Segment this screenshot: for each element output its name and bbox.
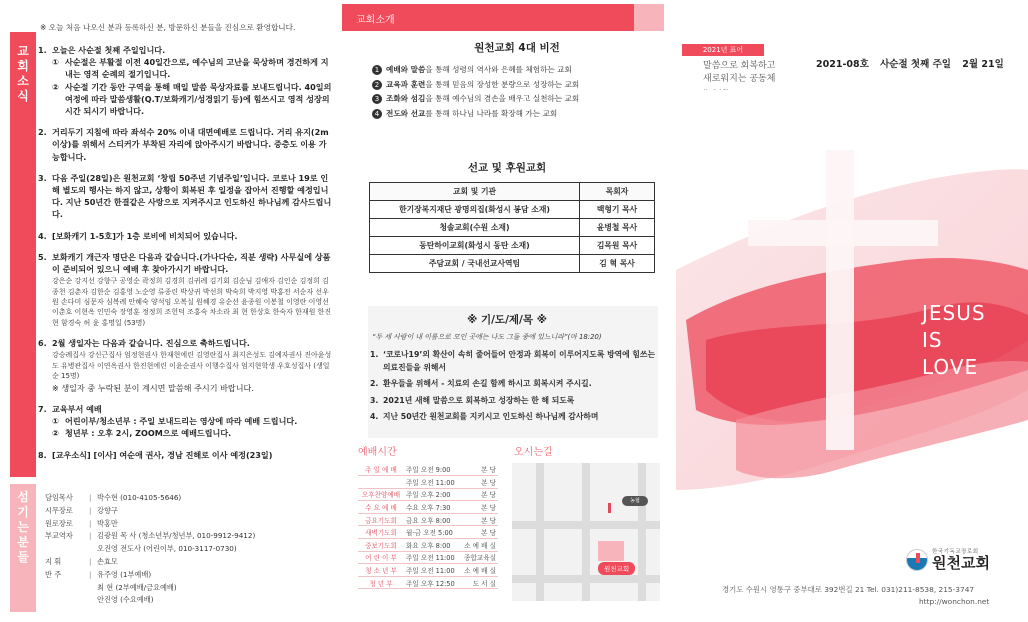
news-subitem-mark: ② — [52, 428, 59, 439]
vision-text: 을 통해 성령의 역사와 은혜를 체험하는 교회 — [425, 65, 572, 74]
news-item — [38, 251, 334, 328]
news-subitem-text: 어린이부/청소년부 : 주일 보내드리는 영상에 따라 예배 드립니다. — [65, 416, 298, 427]
support-header-pastor: 목회자 — [580, 183, 655, 201]
staff-row — [45, 505, 255, 518]
schedule-row — [358, 576, 498, 589]
news-subitem-text: 사순절 기간 동안 구역을 통해 매일 말씀 묵상자료를 보내드립니다. 40일의 여정에 따라 말씀생활(Q.T/보화캐기/성경읽기 등)에 힘쓰시고 영적 성장의 시간 되시기 바랍니다. — [65, 81, 332, 117]
jesus-is-love-text — [922, 300, 986, 381]
schedule-row — [358, 526, 498, 539]
service-place: 본 당 — [457, 463, 498, 476]
vision-number-icon: 2 — [372, 80, 382, 90]
news-item-number: 4. — [38, 230, 47, 241]
support-pastor: 김 혁 목사 — [580, 255, 655, 273]
news-item-body — [52, 337, 334, 394]
staff-list — [45, 492, 255, 607]
prayer-list — [370, 349, 658, 428]
staff-separator: | — [89, 569, 92, 579]
staff-name: 손효모 — [97, 556, 118, 566]
staff-row — [45, 582, 255, 595]
staff-name: 최 현 (2부예배/금요예배) — [97, 582, 177, 592]
prayer-text: ‘코로나19’의 확산이 속히 줄어들어 안정과 회복이 이루어지도록 방역에 힘쓰는 의료진들을 위해서 — [383, 350, 655, 372]
service-place: 본 당 — [457, 488, 498, 501]
news-item-number: 5. — [38, 251, 47, 262]
support-row — [370, 255, 655, 273]
map-road — [582, 463, 590, 601]
service-name: 중보기도회 — [358, 539, 404, 552]
service-name: 금요기도회 — [358, 513, 404, 526]
church-building-icon — [598, 541, 624, 561]
support-pastor: 김목원 목사 — [580, 237, 655, 255]
news-item-text: [교우소식] [이사] 여순애 권사, 경남 진해로 이사 예정(23일) — [52, 449, 273, 460]
news-item — [38, 230, 334, 242]
name-list: 강은순 강지선 강향구 공영순 곽정희 김경희 김귀례 김기회 김순님 김애자 김인순 김정희 김종천 김춘자 김한순 김홍영 노순영 류종린 박상귀 박선희 박숙희 박지영 박홍전 서순자 선우원 손다미 심문자 심복례 안혜숙 양석임 오복실 원혜경 유순선 윤종원 이봉철 이영란 이영선 이춘호 이현옥 인민숙 장영훈 정정희 조헌덕 조홍숙 차소라 최 현 한상호 한숙자 한재원 한진현 함경숙 허 윤 홍명일 (53명) — [52, 277, 332, 327]
cross-horizontal — [748, 220, 938, 246]
year-motto-tag: 2021년 표어 — [682, 44, 764, 56]
service-time: 월-금 오전 5:00 — [404, 526, 457, 539]
schedule-title: 예배시간 — [358, 447, 397, 458]
staff-name: 박수현 (010-4105-5646) — [97, 493, 182, 502]
service-time: 금요 오후 8:00 — [404, 513, 457, 526]
vision-keyword: 교육과 훈련 — [386, 79, 426, 89]
service-name — [358, 476, 404, 489]
intro-panel — [342, 0, 672, 622]
church-website: http://wonchon.net — [919, 597, 990, 606]
news-item-text: [보화캐기 1-5호]가 1층 로비에 비치되어 있습니다. — [52, 230, 238, 241]
news-subitem-mark: ② — [52, 81, 59, 92]
map-church-label: 원천교회 — [598, 562, 635, 575]
church-address: 경기도 수원시 영통구 중부대로 392번길 21 Tel. 031)211-8538, 215-3747 — [722, 585, 975, 594]
schedule-row — [358, 513, 498, 526]
news-item — [38, 337, 334, 394]
service-name: 수 요 예 배 — [358, 501, 404, 514]
prayer-text: 환우들을 위해서 - 치료의 손길 함께 하시고 회복시켜 주시길. — [383, 379, 592, 389]
service-name: 새벽기도회 — [358, 526, 404, 539]
vision-item — [372, 78, 662, 93]
service-place: 소 예 배 실 — [457, 564, 498, 577]
church-name: 원천교회 — [932, 554, 990, 572]
service-time: 주일 오전 11:00 — [404, 551, 457, 564]
news-item-body — [52, 403, 334, 440]
staff-role: 부교역자 — [45, 531, 73, 541]
vision-title: 원천교회 4대 비전 — [474, 42, 560, 54]
service-name: 주 일 예 배 — [358, 463, 404, 476]
service-place: 도 서 실 — [457, 576, 498, 589]
art-line-3: LOVE — [922, 355, 979, 379]
welcome-note: ※ 오늘 처음 나오신 분과 등록하신 분, 방문하신 분들을 진심으로 환영합니다. — [40, 23, 296, 32]
issue-week: 사순절 첫째 주일 — [880, 59, 951, 70]
news-item — [38, 172, 334, 221]
schedule-row — [358, 463, 498, 476]
map-road — [536, 463, 544, 601]
support-org: 동탄하이교회(화성시 동탄 소재) — [370, 237, 580, 255]
staff-role — [45, 582, 89, 595]
news-subitem — [52, 81, 334, 118]
service-place: 본 당 — [457, 526, 498, 539]
schedule-row — [358, 539, 498, 552]
issue-info — [816, 56, 1012, 70]
support-header-org: 교회 및 기관 — [370, 183, 580, 201]
service-place: 본 당 — [457, 476, 498, 489]
vision-keyword: 예배와 말씀 — [386, 65, 426, 74]
staff-role: 시무장로 — [45, 505, 73, 515]
map-landmark-bank: 농협 — [622, 496, 648, 506]
staff-row — [45, 530, 255, 543]
staff-separator: | — [89, 493, 92, 502]
news-subitem — [52, 415, 334, 427]
motto-line-1: 말씀으로 회복하고 — [703, 61, 776, 71]
staff-separator: | — [89, 505, 92, 515]
service-time: 주일 오전 9:00 — [404, 463, 457, 476]
support-row — [370, 219, 655, 237]
support-title: 선교 및 후원교회 — [467, 162, 547, 174]
support-pastor: 윤병철 목사 — [580, 219, 655, 237]
news-item-number: 8. — [38, 449, 47, 460]
news-item-number: 3. — [38, 172, 47, 183]
service-time: 수요 오후 7:30 — [404, 501, 457, 514]
news-item — [38, 44, 334, 117]
news-list — [38, 44, 334, 470]
staff-separator — [89, 543, 97, 556]
staff-name: 오진영 전도사 (어린이부, 010-3117-0730) — [97, 544, 237, 554]
schedule-row — [358, 551, 498, 564]
news-item — [38, 449, 334, 461]
prayer-text: 2021년 새해 말씀으로 회복하고 성장하는 한 해 되도록 — [383, 395, 575, 405]
staff-separator — [89, 594, 97, 607]
staff-separator — [89, 582, 97, 595]
vision-item — [372, 107, 662, 122]
art-line-2: IS — [922, 328, 943, 352]
news-item-number: 1. — [38, 45, 47, 55]
prayer-item — [370, 378, 658, 391]
service-name: 어 린 이 부 — [358, 551, 404, 564]
staff-row — [45, 556, 255, 569]
vision-number-icon: 1 — [372, 65, 382, 75]
service-time: 주일 오후 2:00 — [404, 488, 457, 501]
vision-list — [372, 63, 662, 121]
service-time: 화요 오후 8:00 — [404, 539, 457, 552]
service-time: 주일 오후 12:50 — [404, 576, 457, 589]
staff-name: 유주영 (1부예배) — [97, 569, 152, 579]
staff-row — [45, 518, 255, 531]
news-subitem — [52, 56, 334, 80]
section-tab: 교회소개 — [342, 4, 664, 31]
support-org: 청솔교회(수원 소재) — [370, 219, 580, 237]
news-item-body — [52, 44, 334, 117]
prayer-number: 2. — [370, 379, 379, 389]
staff-role: 담임목사 — [45, 493, 73, 502]
news-side-label: 교회소식 — [17, 44, 29, 103]
vision-item — [372, 63, 662, 78]
news-subitem-mark: ① — [52, 57, 59, 68]
prayer-number: 1. — [370, 350, 379, 359]
vision-text: 을 통해 믿음의 장성한 분량으로 성장하는 교회 — [425, 79, 580, 89]
prayer-item — [370, 411, 658, 424]
staff-role — [45, 543, 89, 556]
vision-text: 을 통해 예수님의 겸손을 배우고 실천하는 교회 — [425, 94, 580, 104]
map-pin-icon — [608, 503, 611, 513]
news-item-text: 다음 주일(28일)은 원천교회 ‘창립 50주년 기념주일’입니다. 코로나 19로 인해 별도의 행사는 하지 않고, 상황이 회복된 후 일정을 잡아서 진행할 예정입니다. 지난 50년간 한결같은 사랑으로 지켜주시고 인도하신 하나님께 감사드립니다. — [52, 172, 332, 220]
service-time: 주일 오전 11:00 — [404, 476, 457, 489]
prayer-verse: “두 세 사람이 내 이름으로 모인 곳에는 나도 그들 중에 있느니라”(마 18:20) — [372, 333, 602, 341]
service-place: 본 당 — [457, 513, 498, 526]
issue-date: 2월 21일 — [962, 59, 1004, 70]
name-list: 강승례집사 강신근집사 엄정현권사 한재현에린 김영란집사 최지은성도 김예자권사 진아윤성도 유병관집사 이연옥권사 한진현에린 이윤순권사 이행수집사 엄지현학생 우호성집사 (생일순 15명) — [52, 351, 332, 381]
news-panel — [0, 0, 338, 622]
support-header-row — [370, 183, 655, 201]
staff-role — [45, 594, 89, 607]
vision-item — [372, 92, 662, 107]
news-note: ※ 생일자 중 누락된 분이 계시면 말씀해 주시기 바랍니다. — [52, 382, 254, 393]
prayer-number: 4. — [370, 412, 379, 422]
church-logo — [906, 547, 990, 572]
motto-line-2: 새로워지는 공동체 — [703, 74, 776, 84]
news-subitem-text: 청년부 : 오후 2시, ZOOM으로 예배드립니다. — [65, 428, 232, 439]
news-item-text: 보화캐기 개근자 명단은 다음과 같습니다.(가나다순, 직분 생략) 사무실에 상품이 준비되어 있으니 예배 후 찾아가시기 바랍니다. — [52, 251, 331, 275]
news-subitem — [52, 427, 334, 439]
denomination-label: 한국기독교장로회 — [932, 549, 979, 555]
news-subitem-mark: ① — [52, 416, 59, 427]
news-item-number: 7. — [38, 403, 47, 414]
vision-keyword: 조화와 섬김 — [386, 94, 426, 104]
vision-number-icon: 3 — [372, 94, 382, 104]
staff-name: 김광원 목 사 (청소년부/청년부, 010-9912-9412) — [97, 531, 256, 541]
staff-separator: | — [89, 518, 92, 528]
location-map — [512, 463, 660, 601]
news-item-body — [52, 449, 334, 461]
cross-vertical — [826, 150, 854, 450]
staff-name: 강향구 — [97, 505, 118, 515]
service-place: 소 예 배 실 — [457, 539, 498, 552]
staff-separator: | — [89, 556, 92, 566]
staff-role: 반 주 — [45, 569, 62, 579]
news-item-text: 교육부서 예배 — [52, 403, 102, 414]
schedule-row — [358, 501, 498, 514]
vision-block — [372, 40, 662, 121]
support-row — [370, 237, 655, 255]
prayer-title: ※ 기/도/제/목 ※ — [467, 314, 547, 326]
news-item-body — [52, 126, 334, 163]
staff-separator: | — [89, 531, 92, 541]
staff-role: 원로장로 — [45, 518, 73, 528]
vision-keyword: 전도와 선교 — [386, 108, 426, 118]
service-place: 본 당 — [457, 501, 498, 514]
prayer-number: 3. — [370, 395, 379, 405]
vision-text: 를 통해 하나님 나라를 확장해 가는 교회 — [425, 108, 558, 118]
staff-row — [45, 569, 255, 582]
news-item-body — [52, 251, 334, 328]
cover-panel — [676, 0, 1028, 622]
staff-row — [45, 594, 255, 607]
support-org: 한기장복지재단 광명의집(화성시 봉담 소재) — [370, 201, 580, 219]
staff-side-label: 섬기는분들 — [17, 490, 29, 564]
issue-number: 2021-08호 — [816, 59, 869, 70]
prayer-item — [370, 395, 658, 408]
support-org: 주담교회 / 국내선교사역팀 — [370, 255, 580, 273]
staff-name: 안진영 (수요예배) — [97, 595, 154, 605]
map-road — [638, 463, 646, 601]
art-line-1: JESUS — [922, 301, 986, 325]
service-name: 오후찬양예배 — [358, 488, 404, 501]
map-title: 오시는길 — [514, 447, 553, 458]
prayer-item — [370, 349, 658, 374]
support-row — [370, 201, 655, 219]
staff-role: 지 휘 — [45, 556, 62, 566]
prayer-text: 지난 50년간 원천교회를 지키시고 인도하신 하나님께 감사하며 — [383, 412, 599, 422]
service-name: 청 년 부 — [358, 576, 404, 589]
news-item — [38, 403, 334, 440]
staff-name: 박홍만 — [97, 518, 118, 528]
news-subitem-text: 사순절은 부활절 이전 40일간으로, 예수님의 고난을 묵상하며 경건하게 지내는 영적 순례의 절기입니다. — [65, 57, 329, 80]
schedule-row — [358, 476, 498, 489]
support-table — [369, 182, 655, 273]
service-time: 주일 오전 11:00 — [404, 564, 457, 577]
schedule-row — [358, 564, 498, 577]
news-item-text: 거리두기 지침에 따라 좌석수 20% 이내 대면예배로 드립니다. 거리 유지(2m 이상)를 위해서 스티커가 부착된 자리에 앉아주시기 바랍니다. 중층도 이용 가능합니다. — [52, 127, 329, 162]
news-item-number: 2. — [38, 127, 47, 138]
service-place: 종합교육실 — [457, 551, 498, 564]
staff-row — [45, 543, 255, 556]
schedule-row — [358, 488, 498, 501]
worship-schedule — [358, 463, 498, 589]
vision-number-icon: 4 — [372, 109, 382, 119]
support-pastor: 백형기 목사 — [580, 201, 655, 219]
news-item-text: 오늘은 사순절 첫째 주일입니다. — [52, 45, 166, 55]
staff-row — [45, 492, 255, 505]
news-item-body — [52, 172, 334, 221]
church-emblem-icon — [906, 549, 928, 571]
news-item-body — [52, 230, 334, 242]
news-item-number: 6. — [38, 338, 47, 349]
service-name: 청 소 년 부 — [358, 564, 404, 577]
news-item — [38, 126, 334, 163]
news-item-text: 2월 생일자는 다음과 같습니다. 진심으로 축하드립니다. — [52, 338, 250, 349]
